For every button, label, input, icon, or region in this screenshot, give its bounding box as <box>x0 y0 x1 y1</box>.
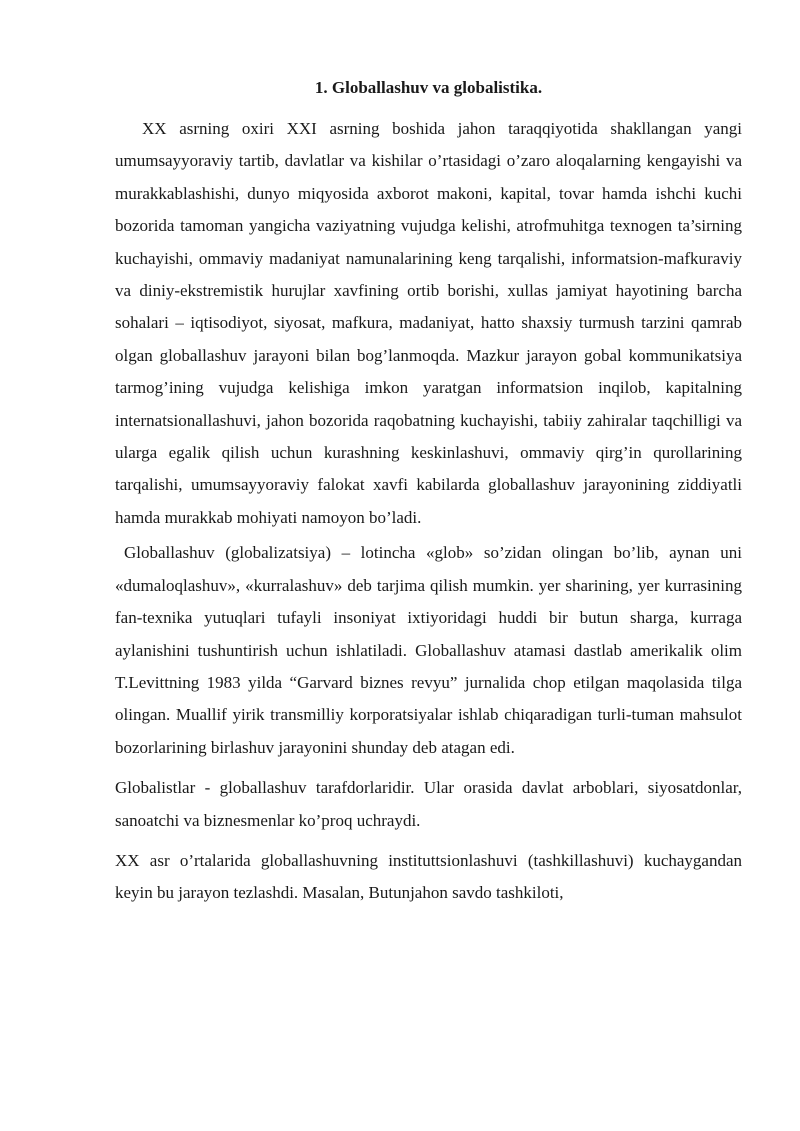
paragraph-globalists: Globalistlar - globallashuv tarafdorlaridir. Ular orasida davlat arboblari, siyosatdonlar, sanoatchi va biznesmenlar ko’proq uchraydi. <box>115 778 742 830</box>
paragraph-globalization-definition: Globallashuv (globalizatsiya) – lotincha «glob» so’zidan olingan bo’lib, aynan uni «dumaloqlashuv», «kurralashuv» deb tarjima qilish mumkin. yer sharining, yer kurrasining fan-texnika yutuqlari tufayli insoniyat ixtiyoridagi huddi bir butun sharga, kurraga aylanishini tushuntirish uchun ishlatiladi. Globallashuv atamasi dastlab amerikalik olim T.Levittning 1983 yilda “Garvard biznes revyu” jurnalida chop etilgan maqolasida tilga olingan. Muallif yirik transmilliy korporatsiyalar ishlab chiqaradigan turli-tuman mahsulot bozorlarining birlashuv jarayonini shunday deb atagan edi. <box>115 543 742 757</box>
document-title: 1. Globallashuv va globalistika. <box>314 78 543 97</box>
paragraph-institutionalization: XX asr o’rtalarida globallashuvning instituttsionlashuvi (tashkillashuvi) kuchaygandan keyin bu jarayon tezlashdi. Masalan, Butunjahon savdo tashkiloti, <box>115 850 742 903</box>
document-body <box>115 76 742 910</box>
paragraph-globalization-context: XX asrning oxiri XXI asrning boshida jahon taraqqiyotida shakllangan yangi umumsayyoraviy tartib, davlatlar va kishilar o’rtasidagi o’zaro aloqalarning kengayishi va murakkablashishi, dunyo miqyosida axborot makoni, kapital, tovar hamda ishchi kuchi bozorida tamoman yangicha vaziyatning vujudga kelishi, atrofmuhitga texnogen ta’sirning kuchayishi, ommaviy madaniyat namunalarining keng tarqalishi, informatsion-mafkuraviy va diniy-ekstremistik hurujlar xavfining ortib borishi, xullas jamiyat hayotining barcha sohalari – iqtisodiyot, siyosat, mafkura, madaniyat, hatto shaxsiy turmush tarzini qamrab olgan globallashuv jarayoni bilan bog’lanmoqda. Mazkur jarayon gobal kommunikatsiya tarmog’ining vujudga kelishiga imkon yaratgan informatsion inqilob, kapitalning internatsionallashuvi, jahon bozorida raqobatning kuchayishi, tabiiy zahiralar taqchilligi va ularga egalik qilish uchun kurashning keskinlashuvi, ommaviy qirg’in qurollarining tarqalishi, umumsayyoraviy falokat xavfi kabilarda globallashuv jarayonining ziddiyatli hamda murakkab mohiyati namoyon bo’ladi. <box>115 119 742 527</box>
